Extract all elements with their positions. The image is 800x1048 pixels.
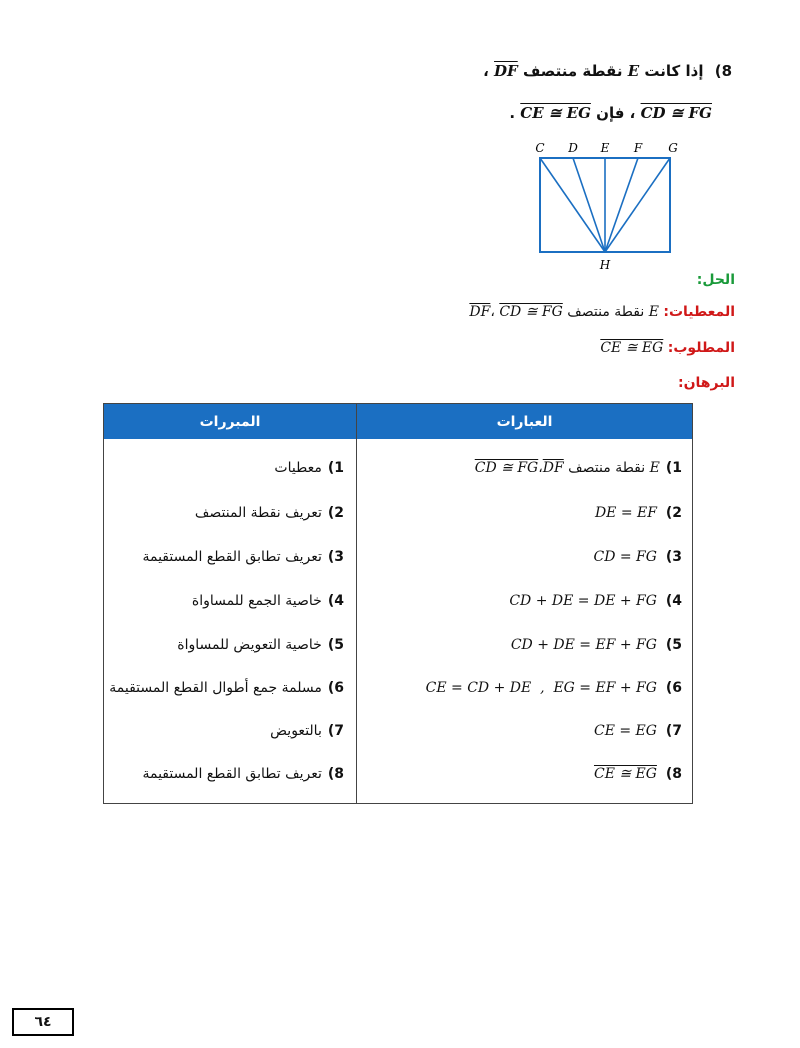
label-g: G (668, 141, 678, 155)
reason-row-7 (270, 723, 344, 739)
statement-seg-cd-fg: CD ≅ FG (474, 460, 539, 476)
statement-number: (6 (665, 680, 682, 696)
statement-row-1 (475, 460, 682, 476)
segment-dh (573, 158, 605, 252)
reason-row-4 (192, 593, 344, 609)
required-value: CE ≅ EG (600, 340, 664, 356)
statement-number: (5 (665, 637, 682, 653)
reason-row-1 (274, 460, 344, 476)
given-line (469, 304, 735, 320)
reason-text: خاصية التعويض للمساواة (177, 637, 322, 653)
problem-line-2 (509, 104, 712, 122)
header-reasons: المبررات (104, 404, 356, 439)
reason-row-3 (142, 549, 344, 565)
segment-gh (605, 158, 670, 252)
reason-text: تعريف تطابق القطع المستقيمة (142, 549, 322, 565)
reason-text: تعريف نقطة المنتصف (194, 505, 322, 521)
required-line (600, 340, 735, 356)
problem-text-mid: نقطة منتصف (522, 62, 623, 80)
reason-number: 5) (327, 637, 344, 653)
reason-text: بالتعويض (270, 723, 322, 739)
page-number: ٦٤ (12, 1008, 74, 1036)
statement-expr: CD + DE = EF + FG (510, 637, 657, 653)
problem-text-start: إذا كانت (644, 62, 704, 80)
given-seg-df: DF (469, 304, 491, 320)
given-var: E (648, 304, 659, 320)
required-label: المطلوب: (667, 340, 735, 356)
segment-ch (540, 158, 605, 252)
statement-number: (7 (665, 723, 682, 739)
reason-number: 2) (327, 505, 344, 521)
statement-expr: CE = CD + DE , EG = EF + FG (425, 680, 657, 696)
statement-number: (2 (665, 505, 682, 521)
figure-svg (528, 140, 688, 275)
statement-expr: CE = EG (593, 723, 657, 739)
reason-text: معطيات (274, 460, 322, 476)
problem-text-then: ، فإن (596, 104, 636, 122)
statement-expr: CE ≅ EG (593, 766, 657, 782)
label-f: F (633, 141, 643, 155)
given-separator: ، (490, 304, 495, 320)
statement-number: 1) (665, 460, 682, 476)
reason-row-2 (195, 505, 344, 521)
problem-number: 8) (714, 62, 732, 80)
problem-var-e: E (627, 62, 640, 80)
reason-number: 4) (327, 593, 344, 609)
statement-seg-df: DF (542, 460, 564, 476)
problem-line-1 (483, 62, 732, 80)
statement-row-4 (509, 593, 682, 609)
reason-number: 6) (327, 680, 344, 696)
statement-sep: ، (538, 460, 543, 476)
statement-row-6 (426, 680, 682, 696)
problem-seg-df: DF (494, 62, 518, 80)
problem-seg-ce-eg: CE ≅ EG (520, 104, 591, 122)
statement-expr: CD = FG (593, 549, 657, 565)
statement-number: (3 (665, 549, 682, 565)
statement-row-7 (594, 723, 682, 739)
reason-number: 8) (327, 766, 344, 782)
reason-text: خاصية الجمع للمساواة (191, 593, 322, 609)
label-c: C (535, 141, 545, 155)
problem-text-end: ، (483, 62, 489, 80)
statement-expr: DE = EF (594, 505, 657, 521)
label-e: E (600, 141, 610, 155)
reason-row-8 (142, 766, 344, 782)
label-h: H (599, 258, 611, 272)
problem-seg-cd-fg: CD ≅ FG (640, 104, 712, 122)
segment-fh (605, 158, 638, 252)
statement-row-8 (594, 766, 682, 782)
label-d: D (568, 141, 578, 155)
column-divider (356, 404, 357, 803)
proof-table (103, 403, 693, 804)
reason-row-6 (109, 680, 344, 696)
reason-number: 7) (327, 723, 344, 739)
statement-number: (4 (665, 593, 682, 609)
problem-text-period: . (509, 104, 516, 122)
statement-number: (8 (665, 766, 682, 782)
reason-number: 1) (327, 460, 344, 476)
statement-var: E (649, 460, 660, 476)
given-seg-cd-fg: CD ≅ FG (499, 304, 563, 320)
statement-text: نقطة منتصف (568, 460, 646, 476)
statement-expr: CD + DE = DE + FG (509, 593, 657, 609)
reason-row-5 (177, 637, 344, 653)
given-text: نقطة منتصف (567, 304, 645, 320)
statement-row-5 (511, 637, 682, 653)
statement-row-2 (595, 505, 682, 521)
reason-number: 3) (327, 549, 344, 565)
geometry-figure (528, 140, 688, 275)
reason-text: تعريف تطابق القطع المستقيمة (142, 766, 322, 782)
statement-row-3 (593, 549, 682, 565)
header-statements: العبارات (357, 404, 692, 439)
proof-label: البرهان: (678, 375, 735, 391)
solution-title: الحل: (696, 272, 735, 288)
reason-text: مسلمة جمع أطوال القطع المستقيمة (109, 680, 322, 696)
given-label: المعطيات: (663, 304, 735, 320)
